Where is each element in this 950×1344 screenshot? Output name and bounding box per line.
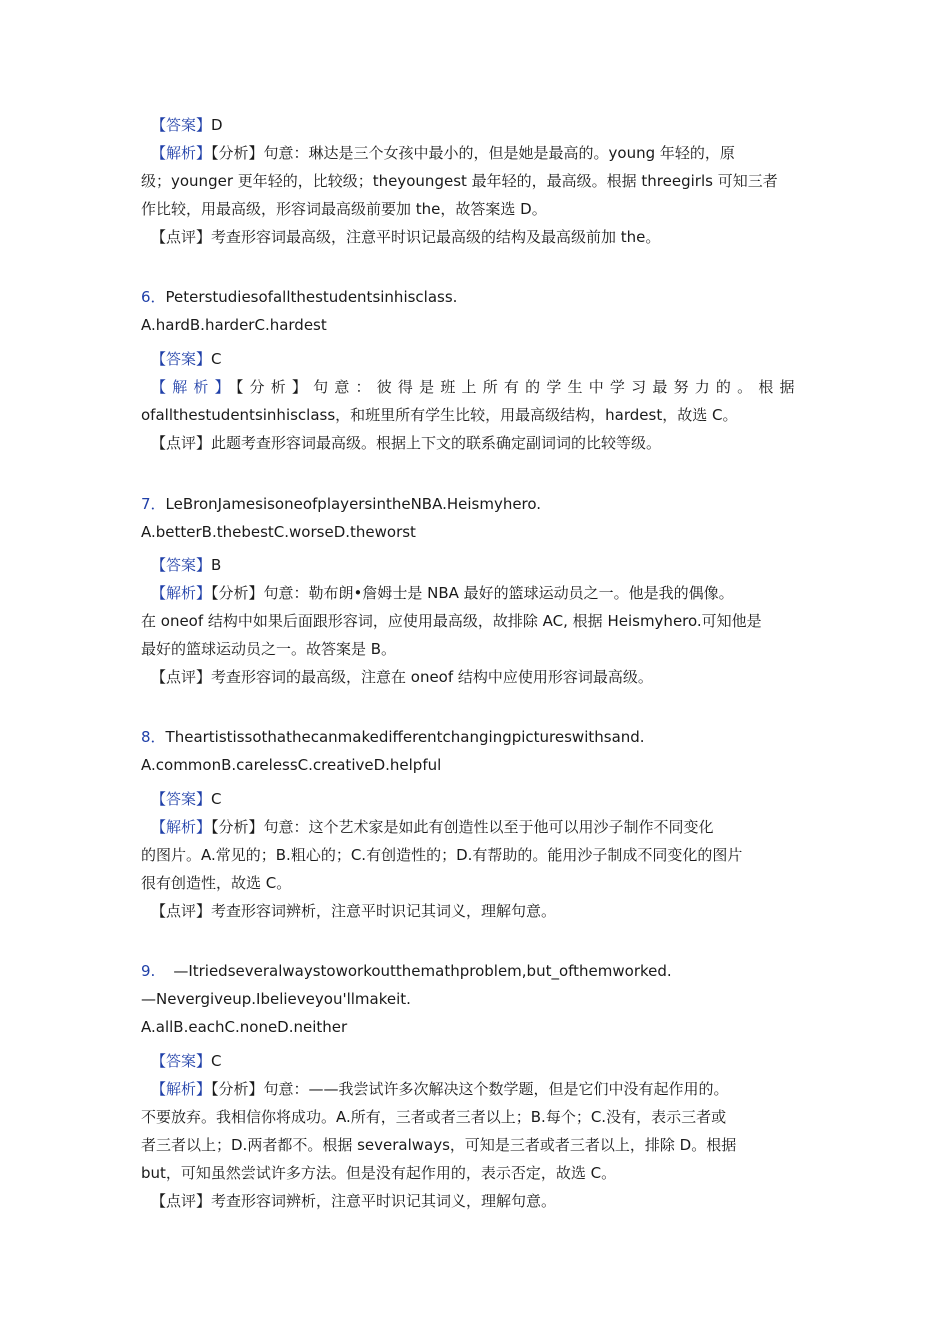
analysis-text: 【分析】句意：——我尝试许多次解决这个数学题，但是它们中没有起作用的。 xyxy=(211,1080,729,1098)
options-text: A.commonB.carelessC.creativeD.helpful xyxy=(141,756,442,774)
analysis-label: 【解析】 xyxy=(151,1080,212,1098)
analysis-line xyxy=(151,1079,729,1099)
analysis-label: 【解析】 xyxy=(151,378,236,396)
question-text: Peterstudiesofallthestudentsinhisclass. xyxy=(165,288,458,306)
analysis-text: 在 oneof 结构中如果后面跟形容词，应使用最高级，故排除 AC, 根据 Heismyhero.可知他是 xyxy=(141,612,762,630)
comment-text: 【点评】考查形容词最高级，注意平时识记最高级的结构及最高级前加 the。 xyxy=(151,228,661,246)
question-number: 7． xyxy=(141,495,166,513)
analysis-label: 【解析】 xyxy=(151,144,212,162)
analysis-text: 【分析】句意：这个艺术家是如此有创造性以至于他可以用沙子制作不同变化 xyxy=(211,818,714,836)
answer-label: 【答案】 xyxy=(151,1052,212,1070)
comment-text: 【点评】此题考查形容词最高级。根据上下文的联系确定副词词的比较等级。 xyxy=(151,434,662,452)
answer-label: 【答案】 xyxy=(151,556,212,574)
answer-value: C xyxy=(211,350,222,368)
question-line xyxy=(141,287,457,307)
question-number: 8． xyxy=(141,728,166,746)
comment-text: 【点评】考查形容词辨析，注意平时识记其词义，理解句意。 xyxy=(151,902,557,920)
answer-value: B xyxy=(211,556,222,574)
answer-line xyxy=(151,115,223,135)
answer-value: D xyxy=(211,116,223,134)
analysis-line xyxy=(151,817,714,837)
analysis-text: but，可知虽然尝试许多方法。但是没有起作用的，表示否定，故选 C。 xyxy=(141,1164,617,1182)
answer-value: C xyxy=(211,790,222,808)
answer-label: 【答案】 xyxy=(151,790,212,808)
answer-label: 【答案】 xyxy=(151,350,212,368)
question-text-2: —Nevergiveup.Ibelieveyou'llmakeit. xyxy=(141,990,411,1008)
analysis-text: 很有创造性，故选 C。 xyxy=(141,874,292,892)
options-text: A.betterB.thebestC.worseD.theworst xyxy=(141,523,416,541)
question-line xyxy=(141,494,541,514)
analysis-text: 的图片。A.常见的；B.粗心的；C.有创造性的；D.有帮助的。能用沙子制成不同变化的图片 xyxy=(141,846,743,864)
question-line xyxy=(141,727,645,747)
answer-line xyxy=(151,349,222,369)
analysis-label: 【解析】 xyxy=(151,818,212,836)
analysis-line xyxy=(151,377,801,397)
question-text: LeBronJamesisoneofplayersintheNBA.Heismyhero. xyxy=(165,495,542,513)
answer-line xyxy=(151,1051,222,1071)
question-text: Theartistissothathecanmakedifferentchangingpictureswithsand. xyxy=(165,728,645,746)
analysis-line xyxy=(151,143,735,163)
analysis-line xyxy=(151,583,734,603)
answer-line xyxy=(151,555,221,575)
question-number: 9. xyxy=(141,962,156,980)
analysis-text: 最好的篮球运动员之一。故答案是 B。 xyxy=(141,640,397,658)
question-text: —Itriedseveralwaystoworkoutthemathproblem,but_ofthemworked. xyxy=(173,962,672,980)
comment-text: 【点评】考查形容词辨析，注意平时识记其词义，理解句意。 xyxy=(151,1192,557,1210)
answer-line xyxy=(151,789,222,809)
question-line xyxy=(141,961,672,981)
analysis-label: 【解析】 xyxy=(151,584,212,602)
analysis-text: 【分析】句意：彼得是班上所有的学生中学习最努力的。根据 xyxy=(235,378,801,396)
question-number: 6． xyxy=(141,288,166,306)
options-text: A.allB.eachC.noneD.neither xyxy=(141,1018,348,1036)
analysis-text: 者三者以上；D.两者都不。根据 severalways，可知是三者或者三者以上，排除 D。根据 xyxy=(141,1136,737,1154)
analysis-text: 不要放弃。我相信你将成功。A.所有，三者或者三者以上；B.每个；C.没有，表示三者或 xyxy=(141,1108,727,1126)
analysis-text: 【分析】句意：勒布朗•詹姆士是 NBA 最好的篮球运动员之一。他是我的偶像。 xyxy=(211,584,734,602)
answer-label: 【答案】 xyxy=(151,116,212,134)
analysis-text: 级；younger 更年轻的，比较级；theyoungest 最年轻的，最高级。根据 threegirls 可知三者 xyxy=(141,172,778,190)
analysis-text: ofallthestudentsinhisclass，和班里所有学生比较，用最高级结构，hardest，故选 C。 xyxy=(141,406,738,424)
answer-value: C xyxy=(211,1052,222,1070)
analysis-text: 作比较，用最高级，形容词最高级前要加 the，故答案选 D。 xyxy=(141,200,547,218)
analysis-text: 【分析】句意：琳达是三个女孩中最小的，但是她是最高的。young 年轻的，原 xyxy=(211,144,735,162)
comment-text: 【点评】考查形容词的最高级，注意在 oneof 结构中应使用形容词最高级。 xyxy=(151,668,653,686)
options-text: A.hardB.harderC.hardest xyxy=(141,316,327,334)
